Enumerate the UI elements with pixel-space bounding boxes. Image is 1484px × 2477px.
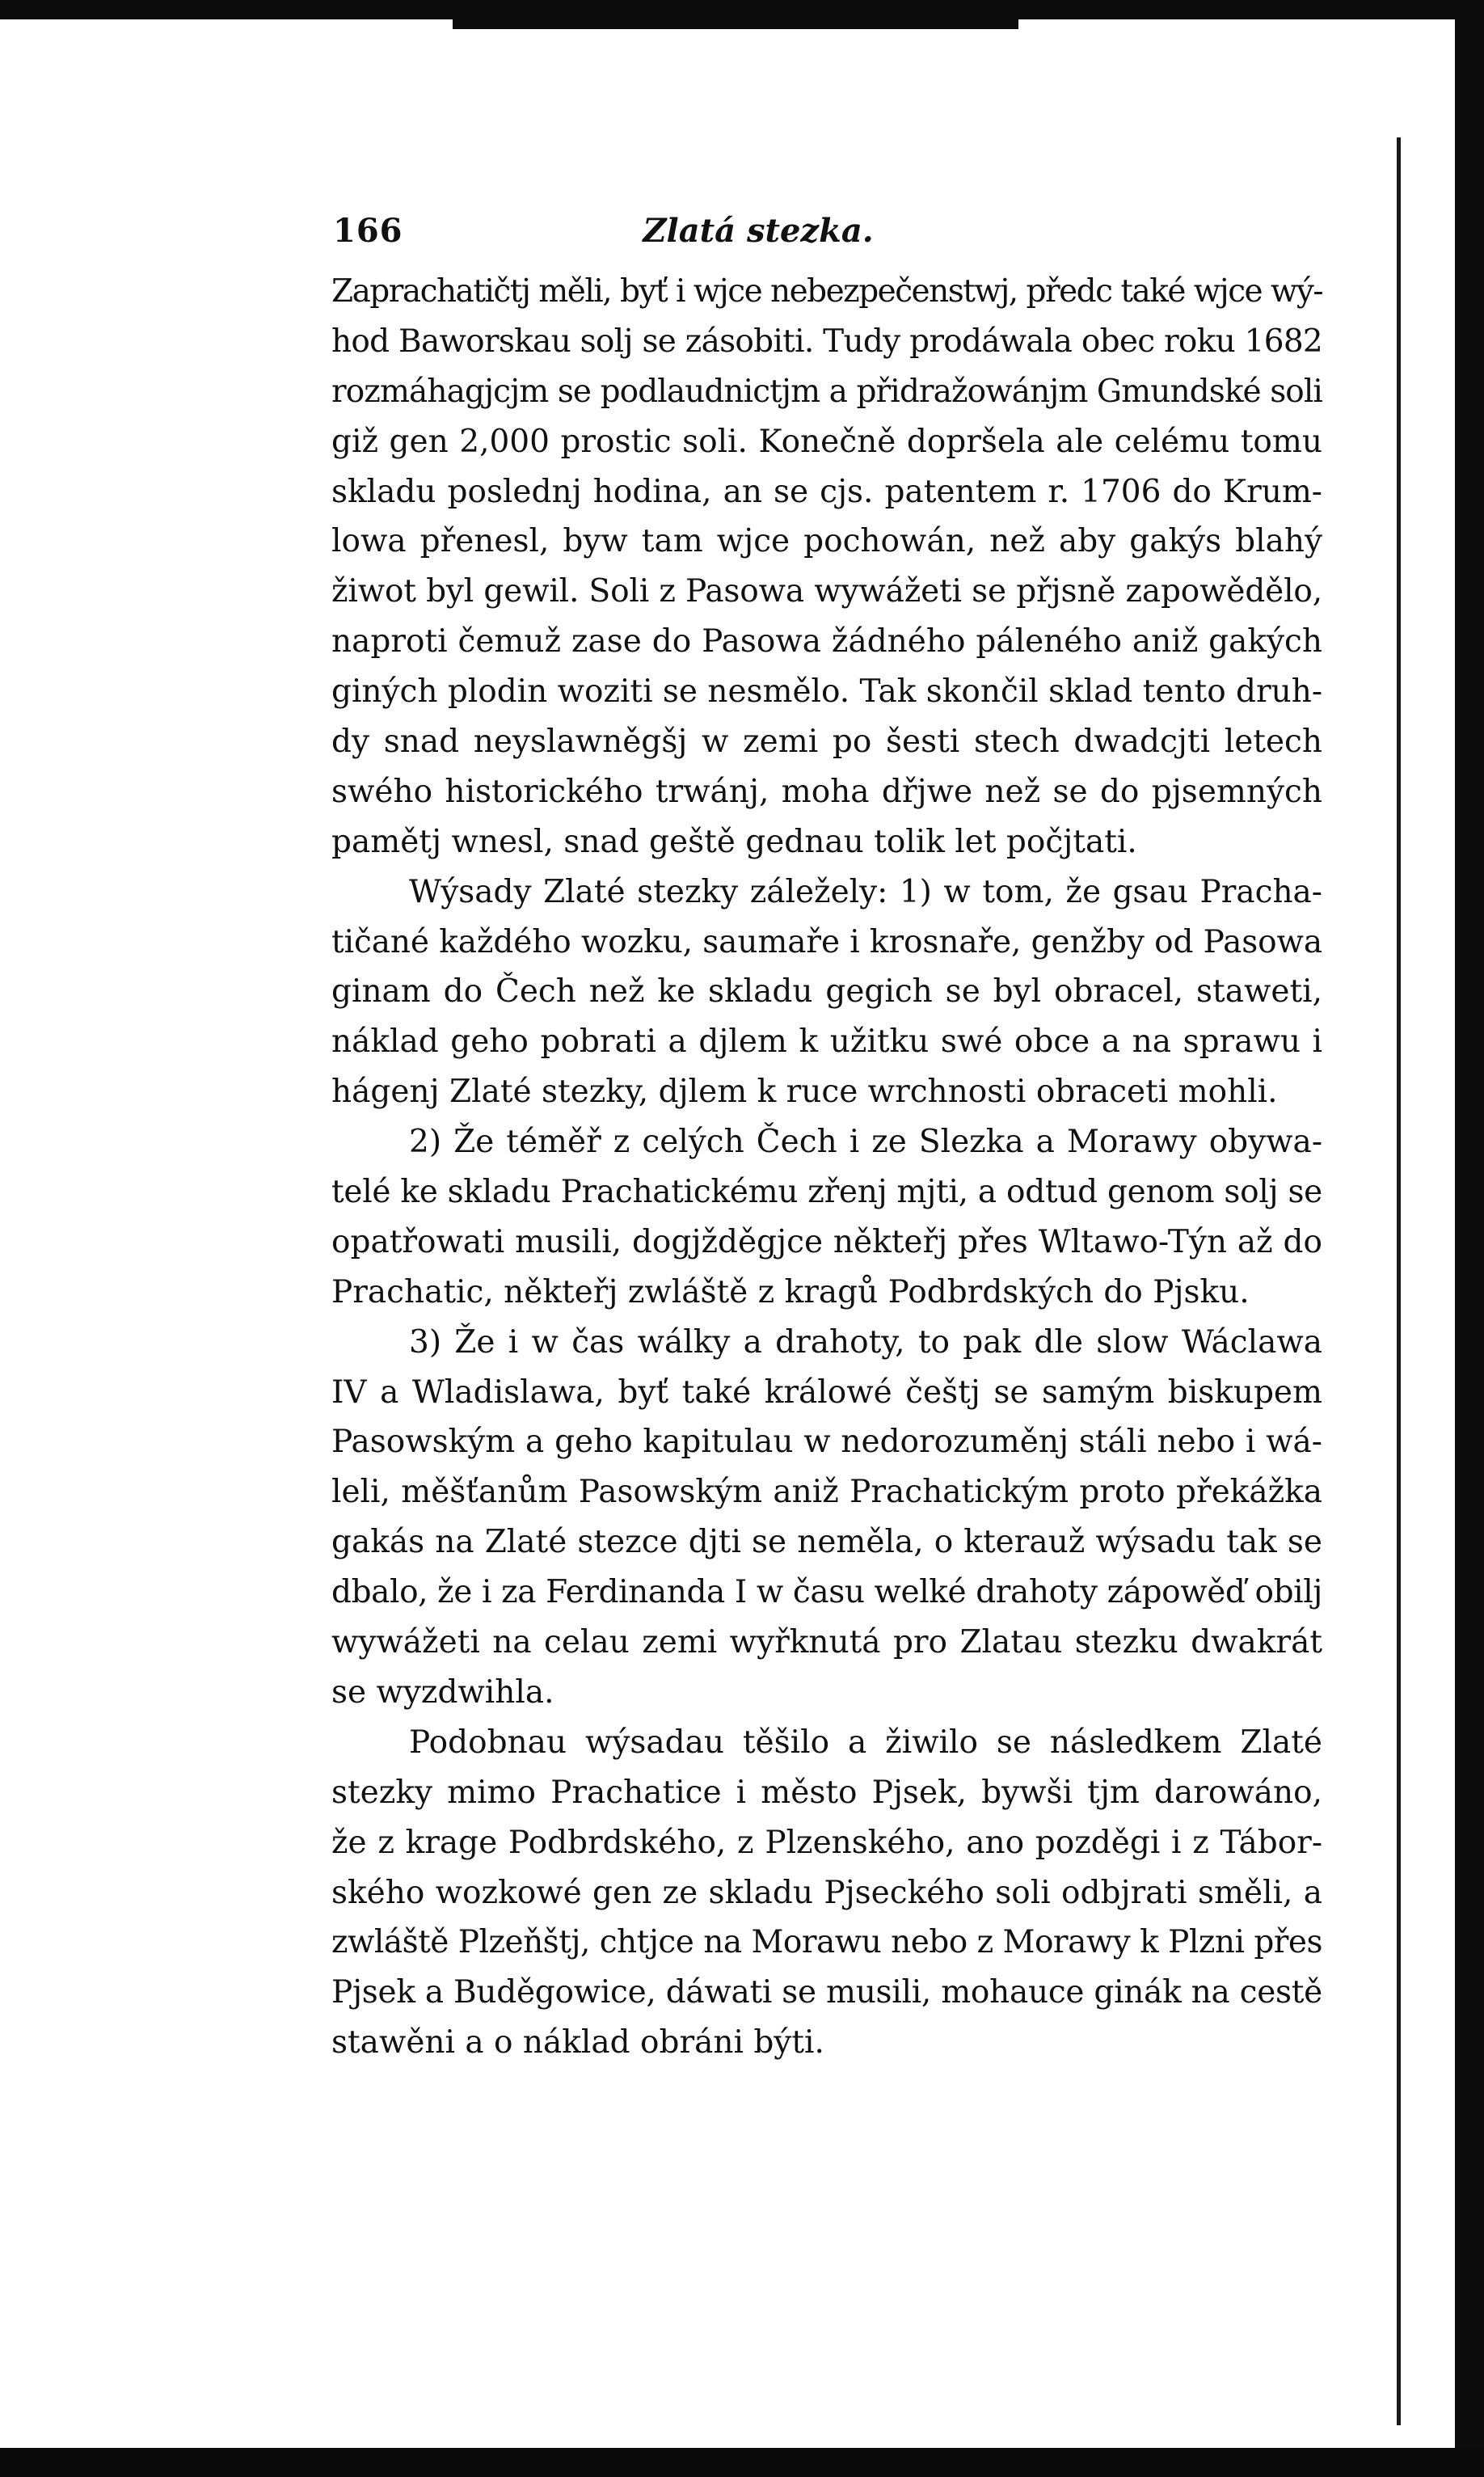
text-line: swého historického trwánj, moha dřjwe než se do pjsemných	[331, 773, 1322, 810]
scan-border-top-notch	[453, 0, 1018, 29]
scan-border-right	[1455, 0, 1484, 2477]
text-line: dy snad neyslawněgšj w zemi po šesti stech dwadcjti letech	[331, 724, 1322, 761]
text-line: leli, měšťanům Pasowským aniž Prachatickým proto překážka	[331, 1474, 1322, 1511]
text-line: náklad geho pobrati a djlem k užitku swé obce a na sprawu i	[331, 1023, 1322, 1061]
text-line: stezky mimo Prachatice i město Pjsek, bywši tjm darowáno,	[331, 1774, 1322, 1811]
text-line: že z krage Podbrdského, z Plzenského, ano pozděgi i z Tábor-	[331, 1824, 1322, 1861]
paragraph	[331, 1318, 1322, 1718]
text-line: opatřowati musili, dogjžděgjce někteřj přes Wltawo-Týn až do	[331, 1223, 1322, 1260]
text-line: tičané každého wozku, saumaře i krosnaře, genžby od Pasowa	[331, 923, 1322, 960]
text-line: gakás na Zlaté stezce djti se neměla, o kterauž wýsadu tak se	[331, 1524, 1322, 1561]
paragraph	[331, 1718, 1322, 2068]
text-line: IV a Wladislawa, byť také králowé češtj se samým biskupem	[331, 1374, 1322, 1411]
text-line: Prachatic, někteřj zwláště z kragů Podbrdských do Pjsku.	[331, 1273, 1250, 1310]
text-line: se wyzdwihla.	[331, 1673, 554, 1711]
text-line: giných plodin woziti se nesmělo. Tak skončil sklad tento druh-	[331, 673, 1322, 711]
text-line: skladu poslednj hodina, an se cjs. patentem r. 1706 do Krum-	[331, 473, 1322, 510]
text-line: 3) Že i w čas wálky a drahoty, to pak dle slow Wáclawa	[409, 1323, 1322, 1361]
text-line: stawěni a o náklad obráni býti.	[331, 2024, 824, 2061]
body-text	[331, 267, 1322, 2068]
text-line: ského wozkowé gen ze skladu Pjseckého soli odbjrati směli, a	[331, 1874, 1322, 1911]
text-line: wywážeti na celau zemi wyřknutá pro Zlatau stezku dwakrát	[331, 1624, 1322, 1661]
text-line: dbalo, že i za Ferdinanda I w času welké drahoty zápowěď obilj	[331, 1574, 1322, 1611]
text-line: hágenj Zlaté stezky, djlem k ruce wrchnosti obraceti mohli.	[331, 1074, 1278, 1111]
text-line: lowa přenesl, byw tam wjce pochowán, než aby gakýs blahý	[331, 523, 1322, 560]
text-line: giž gen 2,000 prostic soli. Konečně dopršela ale celému tomu	[331, 423, 1322, 460]
text-line: Wýsady Zlaté stezky záležely: 1) w tom, že gsau Pracha-	[409, 873, 1322, 910]
text-line: Pasowským a geho kapitulau w nedorozuměnj stáli nebo i wá-	[331, 1424, 1322, 1461]
text-line: Zaprachatičtj měli, byť i wjce nebezpečenstwj, předc také wjce wý-	[331, 273, 1322, 310]
text-line: rozmáhagjcjm se podlaudnictjm a přidražowánjm Gmundské soli	[331, 373, 1322, 410]
text-line: pamětj wnesl, snad geště gednau tolik let počjtati.	[331, 823, 1137, 860]
paragraph	[331, 1117, 1322, 1318]
paragraph	[331, 267, 1322, 867]
paragraph	[331, 867, 1322, 1117]
text-line: Podobnau wýsadau těšilo a žiwilo se následkem Zlaté	[409, 1724, 1322, 1761]
page-edge-shadow	[1397, 137, 1401, 2425]
text-line: Pjsek a Buděgowice, dáwati se musili, mohauce ginák na cestě	[331, 1974, 1322, 2011]
running-title: Zlatá stezka.	[643, 212, 874, 250]
text-line: zwláště Plzeňštj, chtjce na Morawu nebo z Morawy k Plzni přes	[331, 1924, 1322, 1961]
text-line: 2) Že téměř z celých Čech i ze Slezka a Morawy obywa-	[409, 1124, 1322, 1161]
text-line: hod Baworskau solj se zásobiti. Tudy prodáwala obec roku 1682	[331, 323, 1322, 360]
text-line: ginam do Čech než ke skladu gegich se byl obracel, staweti,	[331, 973, 1322, 1011]
scan-border-bottom	[0, 2448, 1484, 2477]
page-number: 166	[333, 212, 403, 250]
text-line: telé ke skladu Prachatickému zřenj mjti, a odtud genom solj se	[331, 1174, 1322, 1211]
text-line: žiwot byl gewil. Soli z Pasowa wywážeti se přjsně zapowědělo,	[331, 573, 1322, 610]
text-line: naproti čemuž zase do Pasowa žádného páleného aniž gakých	[331, 623, 1322, 660]
